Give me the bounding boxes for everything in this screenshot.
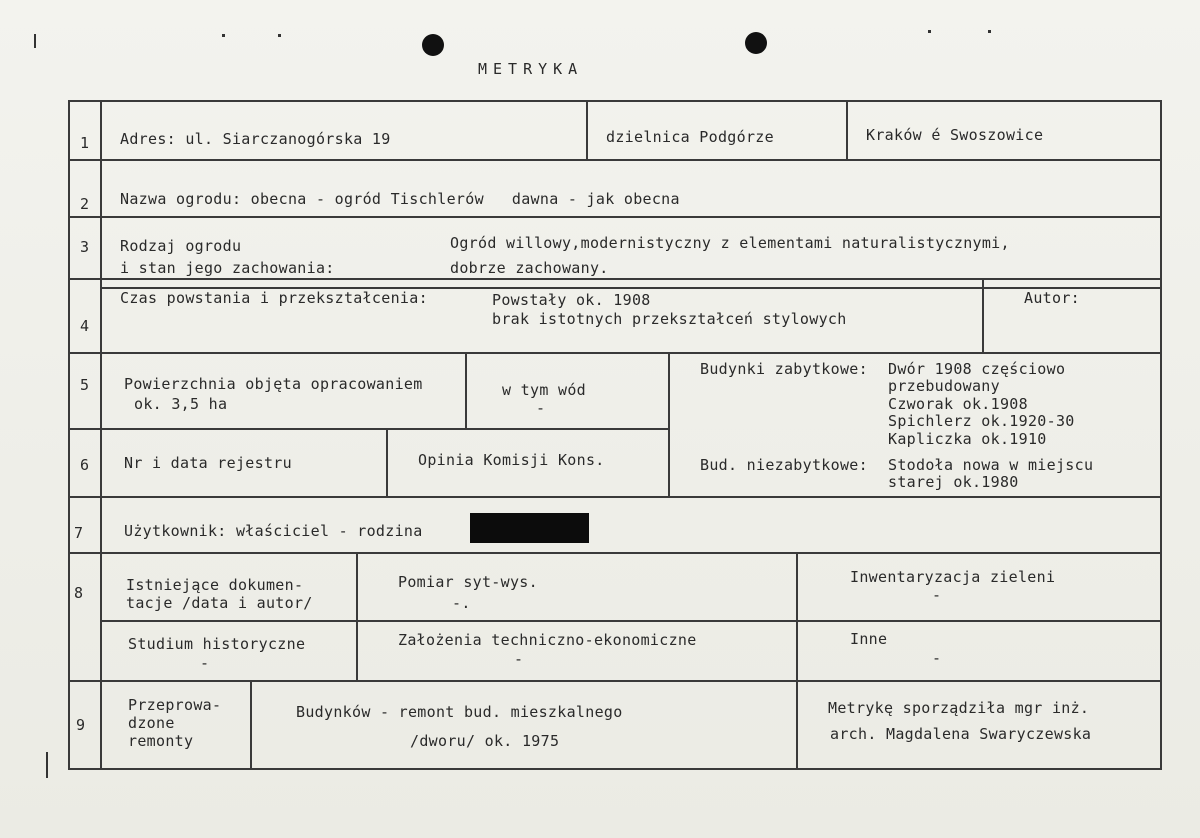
- table-border: [68, 216, 1162, 218]
- other-value: -: [932, 649, 942, 667]
- area-value: ok. 3,5 ha: [134, 395, 228, 413]
- garden-type-label: Rodzaj ogrodu: [120, 237, 242, 255]
- table-border: [68, 278, 1162, 280]
- table-border: [796, 552, 798, 682]
- row-number: 8: [74, 584, 84, 602]
- greenery-inventory-value: -: [932, 586, 942, 604]
- historic-buildings-label: Budynki zabytkowe:: [700, 360, 868, 378]
- table-border: [68, 352, 1162, 354]
- other-label: Inne: [850, 630, 888, 648]
- table-border: [68, 768, 1162, 770]
- historical-study-label: Studium historyczne: [128, 635, 306, 653]
- redaction-bar: [470, 513, 589, 543]
- garden-name-field: Nazwa ogrodu: obecna - ogród Tischlerów dawna - jak obecna: [120, 190, 680, 208]
- author-label: Autor:: [1024, 289, 1080, 307]
- table-border: [1160, 100, 1162, 770]
- prepared-by: arch. Magdalena Swaryczewska: [830, 725, 1092, 743]
- row-number: 7: [74, 524, 84, 542]
- table-border: [465, 352, 467, 430]
- table-border: [586, 100, 588, 161]
- row-number: 9: [76, 716, 86, 734]
- historic-building: Spichlerz ok.1920-30: [888, 412, 1075, 430]
- tech-econ-label: Założenia techniczno-ekonomiczne: [398, 631, 697, 649]
- table-border: [100, 620, 1162, 622]
- repairs-value: /dworu/ ok. 1975: [410, 732, 560, 750]
- other-building: Stodoła nowa w miejscu: [888, 456, 1094, 474]
- row-number: 6: [80, 456, 90, 474]
- documentation-label: tacje /data i autor/: [126, 594, 313, 612]
- repairs-value: Budynków - remont bud. mieszkalnego: [296, 703, 623, 721]
- origin-label: Czas powstania i przekształcenia:: [120, 289, 428, 307]
- table-border: [68, 496, 1162, 498]
- historical-study-value: -: [200, 654, 210, 672]
- table-border: [386, 428, 388, 498]
- table-border: [250, 680, 252, 770]
- table-border: [68, 552, 1162, 554]
- repairs-label: remonty: [128, 732, 194, 750]
- row-number: 3: [80, 238, 90, 256]
- greenery-inventory-label: Inwentaryzacja zieleni: [850, 568, 1056, 586]
- water-label: w tym wód: [502, 381, 586, 399]
- garden-type-value: Ogród willowy,modernistyczny z elementami naturalistycznymi,: [450, 234, 1010, 252]
- repairs-label: Przeprowa-: [128, 696, 222, 714]
- historic-building: Dwór 1908 częściowo: [888, 360, 1066, 378]
- prepared-by: Metrykę sporządziła mgr inż.: [828, 699, 1090, 717]
- district-field: dzielnica Podgórze: [606, 128, 774, 146]
- table-border: [68, 680, 1162, 682]
- city-field: Kraków é Swoszowice: [866, 126, 1044, 144]
- other-building: starej ok.1980: [888, 473, 1019, 491]
- table-border: [68, 159, 1162, 161]
- origin-value: Powstały ok. 1908: [492, 291, 651, 309]
- survey-value: -.: [452, 594, 471, 612]
- table-border: [982, 278, 984, 354]
- origin-value: brak istotnych przekształceń stylowych: [492, 310, 847, 328]
- table-border: [356, 552, 358, 682]
- table-border: [100, 100, 102, 770]
- row-number: 5: [80, 376, 90, 394]
- table-border: [846, 100, 848, 161]
- user-field: Użytkownik: właściciel - rodzina: [124, 522, 423, 540]
- water-value: -: [536, 399, 546, 417]
- documentation-label: Istniejące dokumen-: [126, 576, 304, 594]
- tech-econ-value: -: [514, 650, 524, 668]
- repairs-label: dzone: [128, 714, 175, 732]
- commission-opinion-label: Opinia Komisji Kons.: [418, 451, 605, 469]
- other-buildings-label: Bud. niezabytkowe:: [700, 456, 868, 474]
- row-number: 1: [80, 134, 90, 152]
- area-label: Powierzchnia objęta opracowaniem: [124, 375, 423, 393]
- document-title: METRYKA: [478, 60, 584, 78]
- garden-type-value: dobrze zachowany.: [450, 259, 609, 277]
- register-label: Nr i data rejestru: [124, 454, 292, 472]
- row-number: 2: [80, 195, 90, 213]
- address-field: Adres: ul. Siarczanogórska 19: [120, 130, 391, 148]
- historic-building: Kapliczka ok.1910: [888, 430, 1047, 448]
- garden-type-label: i stan jego zachowania:: [120, 259, 335, 277]
- historic-building: przebudowany: [888, 377, 1000, 395]
- row-number: 4: [80, 317, 90, 335]
- table-border: [668, 352, 670, 498]
- table-border: [796, 680, 798, 770]
- table-border: [68, 428, 668, 430]
- historic-building: Czworak ok.1908: [888, 395, 1028, 413]
- table-border: [68, 100, 1162, 102]
- survey-label: Pomiar syt-wys.: [398, 573, 538, 591]
- table-border: [68, 100, 70, 770]
